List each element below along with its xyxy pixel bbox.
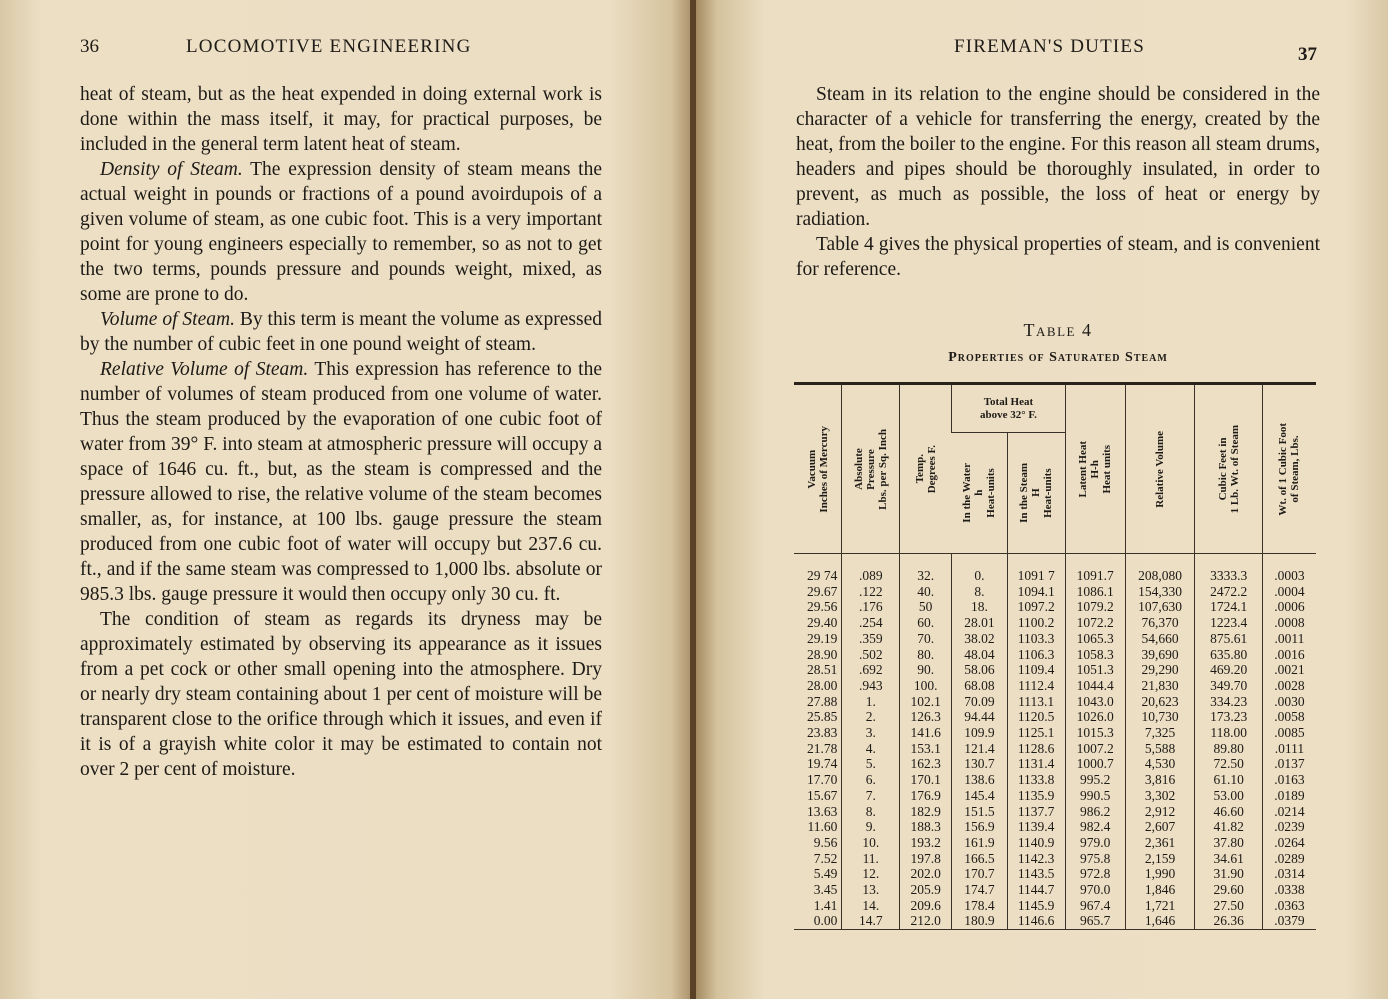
- table-cell: 1.41: [813, 897, 838, 913]
- table-cell: 1109.4: [1007, 662, 1065, 678]
- table-cell: 29,290: [1125, 662, 1195, 678]
- table-cell: 2,607: [1125, 819, 1195, 835]
- table-cell: 107,630: [1125, 599, 1195, 615]
- table-cell: 967.4: [1065, 898, 1125, 914]
- table-cell: .692: [842, 662, 900, 678]
- table-cell: 7.: [842, 788, 900, 804]
- table-cell: 60.: [900, 615, 952, 631]
- table-cell: 1125.1: [1007, 725, 1065, 741]
- table-cell: 4.: [842, 741, 900, 757]
- table-cell: 162.3: [900, 756, 952, 772]
- table-cell: 156.9: [952, 819, 1007, 835]
- table-cell: 41.82: [1195, 819, 1263, 835]
- table-cell: .0111: [1262, 741, 1316, 757]
- table-cell: .0003: [1262, 554, 1316, 584]
- table-cell: 1,721: [1125, 898, 1195, 914]
- table-cell: .0006: [1262, 599, 1316, 615]
- table-cell: 7,325: [1125, 725, 1195, 741]
- table-row: [794, 756, 1316, 772]
- table-cell: 334.23: [1195, 694, 1263, 710]
- table-cell: 1000.7: [1065, 756, 1125, 772]
- table-row: [794, 584, 1316, 600]
- table-cell: 205.9: [900, 882, 952, 898]
- header-relvol: Relative Volume: [1125, 384, 1195, 554]
- table-cell: 166.5: [952, 851, 1007, 867]
- table-cell: 28.51: [806, 662, 838, 678]
- table-cell: 3.: [842, 725, 900, 741]
- table-cell: .0016: [1262, 647, 1316, 663]
- table-cell: 1146.6: [1007, 913, 1065, 929]
- table-cell: .502: [842, 647, 900, 663]
- table-cell: .0239: [1262, 819, 1316, 835]
- table-cell: 89.80: [1195, 741, 1263, 757]
- table-cell: .0021: [1262, 662, 1316, 678]
- table-cell: 1142.3: [1007, 851, 1065, 867]
- table-cell: 1097.2: [1007, 599, 1065, 615]
- table-cell: 1065.3: [1065, 631, 1125, 647]
- paragraph: Table 4 gives the physical properties of steam, and is convenient for reference.: [796, 234, 1320, 280]
- table-cell: 1015.3: [1065, 725, 1125, 741]
- table-cell: 174.7: [952, 882, 1007, 898]
- table-cell: 1106.3: [1007, 647, 1065, 663]
- table-cell: 39,690: [1125, 647, 1195, 663]
- table-cell: 54,660: [1125, 631, 1195, 647]
- table-cell: .0289: [1262, 851, 1316, 867]
- table-cell: 29.40: [806, 615, 838, 631]
- table-cell: 2472.2: [1195, 584, 1263, 600]
- running-title: LOCOMOTIVE ENGINEERING: [186, 36, 472, 57]
- table-cell: 193.2: [900, 835, 952, 851]
- table-cell: 153.1: [900, 741, 952, 757]
- paragraph-lead: Density of Steam.: [100, 159, 243, 180]
- table-cell: 1133.8: [1007, 772, 1065, 788]
- table-cell: 90.: [900, 662, 952, 678]
- table-cell: 38.02: [952, 631, 1007, 647]
- table-cell: 170.7: [952, 866, 1007, 882]
- table-cell: 7.52: [813, 850, 838, 866]
- table-cell: 1079.2: [1065, 599, 1125, 615]
- table-cell: 3.45: [813, 882, 838, 898]
- table-cell: .089: [842, 554, 900, 584]
- table-cell: 5.49: [813, 866, 838, 882]
- paragraph: heat of steam, but as the heat expended in doing external work is done within the mass itself, it may, for practical purposes, be included in the general term latent heat of steam.: [80, 84, 602, 155]
- header-total-heat: Total Heat above 32° F.: [952, 384, 1065, 433]
- table-cell: 13.: [842, 882, 900, 898]
- table-cell: 29 74: [806, 568, 838, 583]
- right-page: [696, 0, 1388, 999]
- table-row: [794, 851, 1316, 867]
- table-label: Table 4: [1023, 320, 1093, 340]
- table-cell: 469.20: [1195, 662, 1263, 678]
- table-cell: .254: [842, 615, 900, 631]
- table-cell: 11.60: [807, 819, 838, 835]
- table-cell: .0028: [1262, 678, 1316, 694]
- table-cell: 80.: [900, 647, 952, 663]
- table-cell: 34.61: [1195, 851, 1263, 867]
- table-row: [794, 709, 1316, 725]
- table-cell: 1058.3: [1065, 647, 1125, 663]
- table-cell: 197.8: [900, 851, 952, 867]
- table-cell: 180.9: [952, 913, 1007, 929]
- table-cell: 2,159: [1125, 851, 1195, 867]
- table-cell: 161.9: [952, 835, 1007, 851]
- table-cell: 141.6: [900, 725, 952, 741]
- table-cell: 986.2: [1065, 804, 1125, 820]
- table-cell: 212.0: [900, 913, 952, 929]
- table-cell: 28.90: [806, 646, 838, 662]
- header-steam: In the Steam H Heat-units: [1007, 433, 1065, 554]
- table-cell: 2,912: [1125, 804, 1195, 820]
- table-cell: .0011: [1262, 631, 1316, 647]
- table-row: [794, 631, 1316, 647]
- table-cell: .176: [842, 599, 900, 615]
- table-cell: 995.2: [1065, 772, 1125, 788]
- table-cell: 46.60: [1195, 804, 1263, 820]
- table-cell: 14.7: [842, 913, 900, 929]
- table-cell: .0338: [1262, 882, 1316, 898]
- table-cell: 76,370: [1125, 615, 1195, 631]
- page-number: 36: [80, 36, 99, 57]
- table-cell: 138.6: [952, 772, 1007, 788]
- table-cell: .0004: [1262, 584, 1316, 600]
- table-cell: 29.19: [806, 630, 838, 646]
- table-cell: 1007.2: [1065, 741, 1125, 757]
- table-cell: 31.90: [1195, 866, 1263, 882]
- table-row: [794, 615, 1316, 631]
- table-cell: .0189: [1262, 788, 1316, 804]
- table-cell: 29.56: [806, 599, 838, 615]
- table-row: [794, 804, 1316, 820]
- table-cell: .0008: [1262, 615, 1316, 631]
- table-cell: 1072.2: [1065, 615, 1125, 631]
- table-cell: 8.: [952, 584, 1007, 600]
- right-body-text: [796, 82, 1320, 282]
- table-cell: 11.: [842, 851, 900, 867]
- table-cell: .0163: [1262, 772, 1316, 788]
- table-cell: 28.00: [806, 677, 838, 693]
- table-row: [794, 694, 1316, 710]
- table-cell: 1143.5: [1007, 866, 1065, 882]
- table-cell: .943: [842, 678, 900, 694]
- table-cell: 70.09: [952, 694, 1007, 710]
- table-cell: 40.: [900, 584, 952, 600]
- table-cell: 982.4: [1065, 819, 1125, 835]
- table-cell: 1120.5: [1007, 709, 1065, 725]
- header-latent: Latent Heat H-h Heat units: [1065, 384, 1125, 554]
- table-cell: 1113.1: [1007, 694, 1065, 710]
- table-cell: 1,846: [1125, 882, 1195, 898]
- header-temp: Temp. Degrees F.: [900, 384, 952, 554]
- table-cell: 178.4: [952, 898, 1007, 914]
- table-row: [794, 662, 1316, 678]
- table-cell: 29.60: [1195, 882, 1263, 898]
- table-cell: 21,830: [1125, 678, 1195, 694]
- table-cell: 1091 7: [1007, 554, 1065, 584]
- table-cell: 19.74: [806, 756, 838, 772]
- table-cell: .0085: [1262, 725, 1316, 741]
- table-cell: 20,623: [1125, 694, 1195, 710]
- table-cell: 27.88: [806, 693, 838, 709]
- table-cell: 188.3: [900, 819, 952, 835]
- table-cell: 32.: [900, 554, 952, 584]
- table-cell: 21.78: [806, 740, 838, 756]
- table-cell: 3,816: [1125, 772, 1195, 788]
- table-row: [794, 913, 1316, 929]
- paragraph-lead: Relative Volume of Steam.: [100, 359, 309, 380]
- table-cell: 1100.2: [1007, 615, 1065, 631]
- paragraph: The condition of steam as regards its dryness may be approximately estimated by observing its appearance as it issues from a pet cock or other small opening into the atmosphere. Dry or nearly dry steam containing about 1 per cent of moisture will be transparent close to the orifice through which it issues, and even if it is of a grayish white color it may be estimated to contain not over 2 per cent of moisture.: [80, 609, 602, 780]
- table-row: [794, 725, 1316, 741]
- table-cell: 1103.3: [1007, 631, 1065, 647]
- table-cell: 1112.4: [1007, 678, 1065, 694]
- table-cell: 990.5: [1065, 788, 1125, 804]
- table-cell: 979.0: [1065, 835, 1125, 851]
- table-cell: 37.80: [1195, 835, 1263, 851]
- table-cell: 1135.9: [1007, 788, 1065, 804]
- table-cell: 1026.0: [1065, 709, 1125, 725]
- table-cell: 9.: [842, 819, 900, 835]
- table-cell: 10,730: [1125, 709, 1195, 725]
- table-cell: 0.00: [794, 913, 842, 929]
- table-cell: 1139.4: [1007, 819, 1065, 835]
- table-row: [794, 741, 1316, 757]
- table-row: [794, 819, 1316, 835]
- table-cell: 2.: [842, 709, 900, 725]
- page-number: 37: [1298, 44, 1317, 65]
- table-cell: 1094.1: [1007, 584, 1065, 600]
- table-cell: 5.: [842, 756, 900, 772]
- table-cell: 100.: [900, 678, 952, 694]
- table-cell: 29.67: [806, 583, 838, 599]
- table-cell: 121.4: [952, 741, 1007, 757]
- table-cell: 202.0: [900, 866, 952, 882]
- paragraph: Relative Volume of Steam. This expression has reference to the number of volumes of steam produced from one volume of water. Thus the steam produced by the evaporation of one cubic foot of water from 39° F. into steam at atmospheric pressure will occupy a space of 1646 cu. ft., but, as the steam is compressed and the pressure allowed to rise, the relative volume of the steam becomes smaller, as, for instance, at 100 lbs. gauge pressure the steam produced from one cubic foot of water will occupy but 237.6 cu. ft., and if the same steam was compressed to 1,000 lbs. absolute or 985.3 lbs. gauge pressure it would then occupy only 30 cu. ft.: [80, 359, 602, 605]
- table-cell: 1131.4: [1007, 756, 1065, 772]
- table-row: [794, 772, 1316, 788]
- table-cell: 965.7: [1065, 913, 1125, 929]
- paragraph: Steam in its relation to the engine should be considered in the character of a vehicle for transferring the energy, created by the heat, from the boiler to the engine. For this reason all steam drums, headers and pipes should be thoroughly insulated, in order to prevent, as much as possible, the loss of heat or energy by radiation.: [796, 84, 1320, 230]
- table-cell: 154,330: [1125, 584, 1195, 600]
- table-row: [794, 882, 1316, 898]
- table-cell: 53.00: [1195, 788, 1263, 804]
- table-cell: 1140.9: [1007, 835, 1065, 851]
- table-cell: 68.08: [952, 678, 1007, 694]
- table-row: [794, 647, 1316, 663]
- table-cell: 118.00: [1195, 725, 1263, 741]
- header-pressure: Absolute Pressure Lbs. per Sq. Inch: [842, 384, 900, 554]
- table-row: [794, 554, 1316, 584]
- table-cell: 94.44: [952, 709, 1007, 725]
- running-title: FIREMAN'S DUTIES: [954, 36, 1145, 57]
- table-cell: .0363: [1262, 898, 1316, 914]
- table-cell: 145.4: [952, 788, 1007, 804]
- table-cell: 28.01: [952, 615, 1007, 631]
- table-cell: 208,080: [1125, 554, 1195, 584]
- table-cell: 109.9: [952, 725, 1007, 741]
- table-cell: 50: [900, 599, 952, 615]
- table-cell: 151.5: [952, 804, 1007, 820]
- table-cell: 8.: [842, 804, 900, 820]
- paragraph: Density of Steam. The expression density of steam means the actual weight in pounds or fractions of a pound avoirdupois of a given volume of steam, as one cubic foot. This is a very important point for young engineers especially to remember, so as not to get the two terms, pounds pressure and pounds weight, mixed, as some are prone to do.: [80, 159, 602, 305]
- table-cell: 349.70: [1195, 678, 1263, 694]
- table-cell: 1051.3: [1065, 662, 1125, 678]
- table-cell: 15.67: [806, 787, 838, 803]
- table-cell: 1144.7: [1007, 882, 1065, 898]
- table-row: [794, 788, 1316, 804]
- table-cell: 13.63: [806, 803, 838, 819]
- table-cell: 18.: [952, 599, 1007, 615]
- table-cell: 1043.0: [1065, 694, 1125, 710]
- table-cell: 1,646: [1125, 913, 1195, 929]
- table-cell: .0214: [1262, 804, 1316, 820]
- paragraph: Volume of Steam. By this term is meant the volume as expressed by the number of cubic feet in one pound weight of steam.: [80, 309, 602, 355]
- table-cell: 170.1: [900, 772, 952, 788]
- table-cell: .0379: [1262, 913, 1316, 929]
- table-cell: .0058: [1262, 709, 1316, 725]
- header-water: In the Water h Heat-units: [952, 433, 1007, 554]
- table-row: [794, 599, 1316, 615]
- table-cell: 1,990: [1125, 866, 1195, 882]
- header-weight: Wt. of 1 Cubic Foot of Steam, Lbs.: [1262, 384, 1316, 554]
- table-row: [794, 678, 1316, 694]
- table-cell: .0264: [1262, 835, 1316, 851]
- table-cell: 209.6: [900, 898, 952, 914]
- table-cell: 1145.9: [1007, 898, 1065, 914]
- steam-properties-table: [794, 382, 1316, 930]
- table-subtitle: Properties of Saturated Steam: [948, 350, 1168, 365]
- left-page: [0, 0, 692, 999]
- table-cell: .359: [842, 631, 900, 647]
- table-cell: 972.8: [1065, 866, 1125, 882]
- table-cell: 23.83: [806, 725, 838, 741]
- table-cell: 9.56: [813, 834, 838, 850]
- header-cubic: Cubic Feet in 1 Lb. Wt. of Steam: [1195, 384, 1263, 554]
- table-cell: 61.10: [1195, 772, 1263, 788]
- paragraph-lead: Volume of Steam.: [100, 309, 235, 330]
- table-row: [794, 866, 1316, 882]
- table-cell: 3,302: [1125, 788, 1195, 804]
- table-cell: 1724.1: [1195, 599, 1263, 615]
- table-cell: .0030: [1262, 694, 1316, 710]
- table-cell: 173.23: [1195, 709, 1263, 725]
- table-cell: 25.85: [806, 709, 838, 725]
- table-cell: 2,361: [1125, 835, 1195, 851]
- table-cell: 4,530: [1125, 756, 1195, 772]
- table-cell: 14.: [842, 898, 900, 914]
- table-cell: 1044.4: [1065, 678, 1125, 694]
- table-cell: 1091.7: [1065, 554, 1125, 584]
- table-row: [794, 898, 1316, 914]
- table-cell: 70.: [900, 631, 952, 647]
- header-vacuum: Vacuum Inches of Mercury: [794, 384, 842, 554]
- table-cell: 970.0: [1065, 882, 1125, 898]
- table-cell: 635.80: [1195, 647, 1263, 663]
- table-cell: 58.06: [952, 662, 1007, 678]
- table-cell: 1128.6: [1007, 741, 1065, 757]
- table-cell: 130.7: [952, 756, 1007, 772]
- table-cell: 6.: [842, 772, 900, 788]
- table-cell: 3333.3: [1195, 554, 1263, 584]
- table-row: [794, 835, 1316, 851]
- table-cell: 27.50: [1195, 898, 1263, 914]
- table-cell: 1.: [842, 694, 900, 710]
- left-body-text: [80, 82, 602, 782]
- table-cell: 975.8: [1065, 851, 1125, 867]
- table-cell: 0.: [952, 554, 1007, 584]
- table-cell: 48.04: [952, 647, 1007, 663]
- table-cell: 72.50: [1195, 756, 1263, 772]
- table-cell: 182.9: [900, 804, 952, 820]
- table-cell: .122: [842, 584, 900, 600]
- table-cell: 1223.4: [1195, 615, 1263, 631]
- table-cell: 5,588: [1125, 741, 1195, 757]
- table-cell: 1137.7: [1007, 804, 1065, 820]
- table-cell: 12.: [842, 866, 900, 882]
- table-cell: 126.3: [900, 709, 952, 725]
- table-cell: .0314: [1262, 866, 1316, 882]
- table-cell: 176.9: [900, 788, 952, 804]
- table-cell: .0137: [1262, 756, 1316, 772]
- table-cell: 102.1: [900, 694, 952, 710]
- table-cell: 1086.1: [1065, 584, 1125, 600]
- table-cell: 875.61: [1195, 631, 1263, 647]
- table-cell: 10.: [842, 835, 900, 851]
- table-cell: 17.70: [806, 772, 838, 788]
- table-cell: 26.36: [1195, 913, 1263, 929]
